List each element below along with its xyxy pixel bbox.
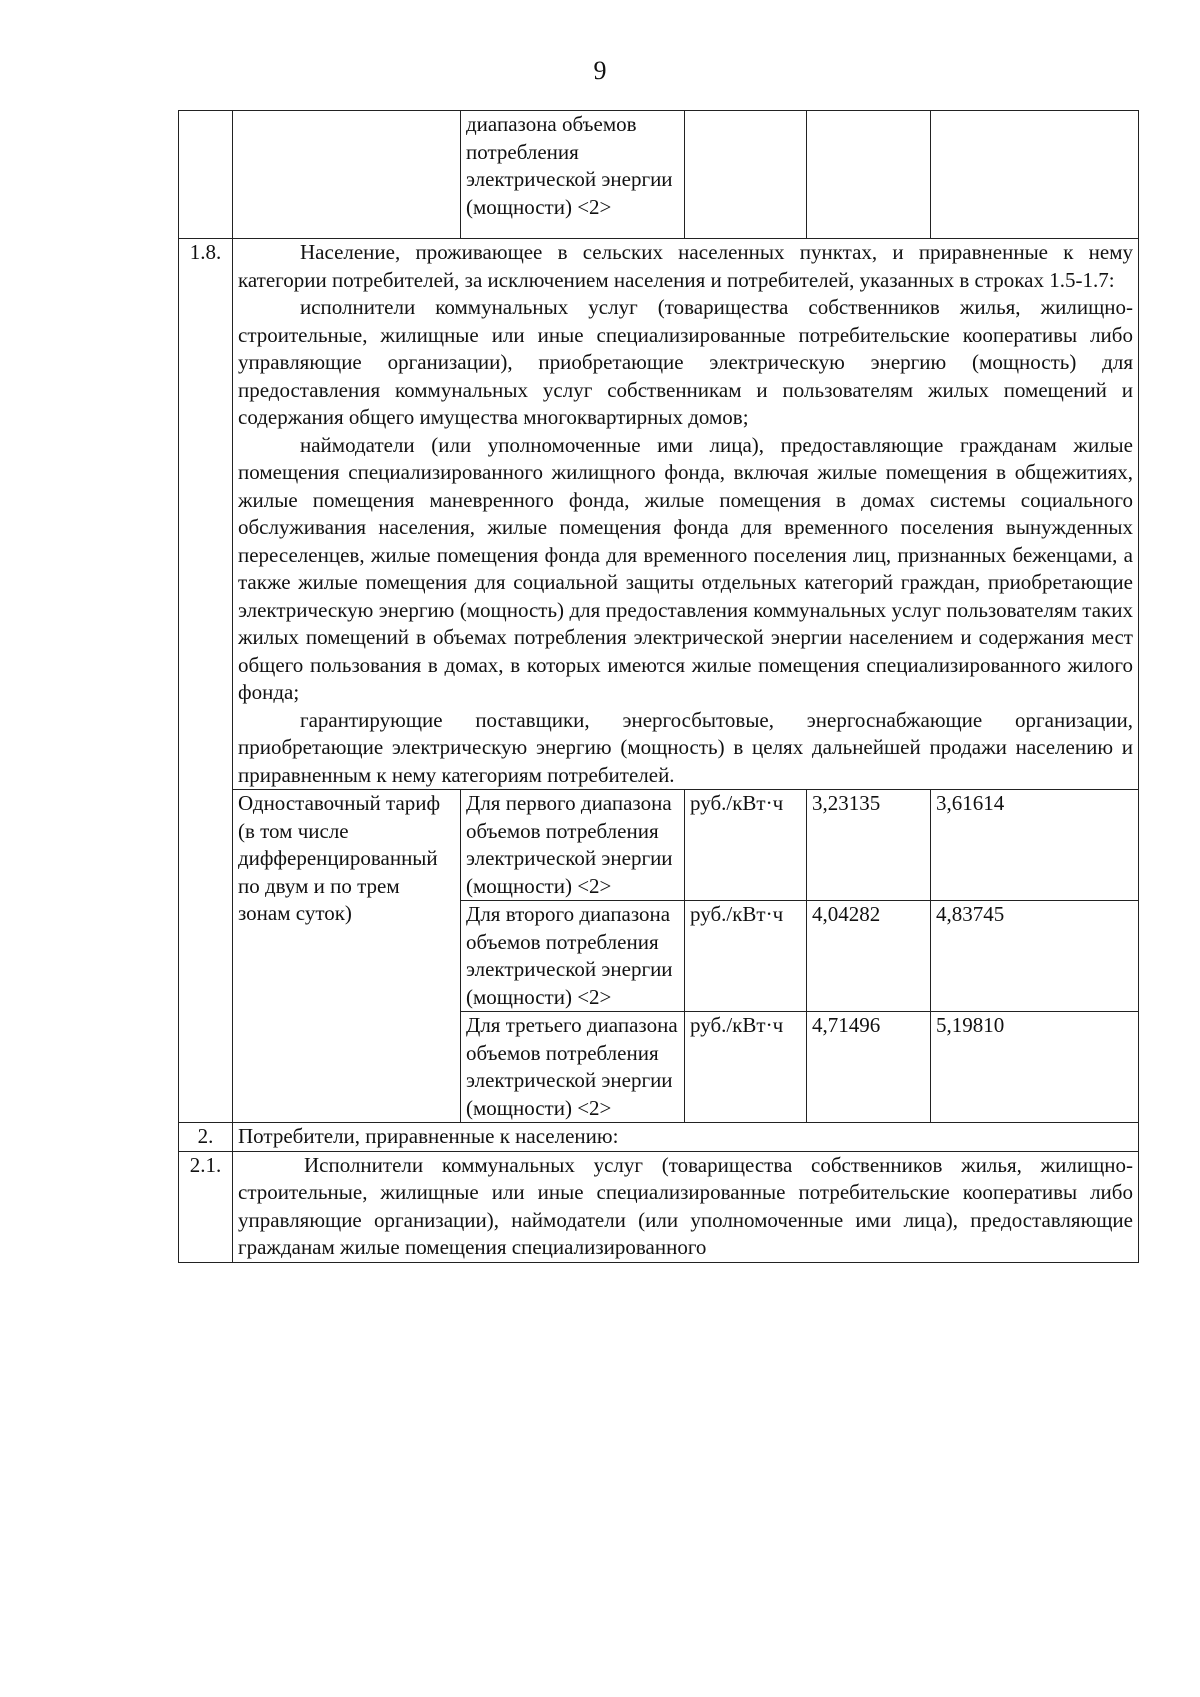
value-2-cell: 5,19810 xyxy=(931,1012,1139,1123)
continued-range-cell xyxy=(461,111,685,239)
row-1-8-paragraph: наймодатели (или уполномоченные ими лица), предоставляющие гражданам жилые помещения специализированного жилищного фонда, включая жилые помещения в общежитиях, жилые помещения маневренного фонда, жилые помещения в домах системы социального обслуживания населения, жилые помещения фонда для временного поселения вынужденных переселенцев, жилые помещения фонда для временного поселения лиц, признанных беженцами, а также жилые помещения для социальной защиты отдельных категорий граждан, приобретающие электрическую энергию (мощность) для предоставления коммунальных услуг пользователям таких жилых помещений в объемах потребления электрической энергии населением и содержания мест общего пользования в домах, в которых имеются жилые помещения специализированного жилого фонда; xyxy=(238,432,1133,704)
row-1-8-text-cell xyxy=(233,239,1139,790)
continued-value1-cell xyxy=(807,111,931,239)
continued-row xyxy=(179,111,1139,239)
unit-cell: руб./кВт·ч xyxy=(685,1012,807,1123)
value-2-cell: 4,83745 xyxy=(931,901,1139,1012)
row-2 xyxy=(179,1123,1139,1152)
tariff-name: Одноставочный тариф (в том числе дифференцированный по двум и по трем зонам суток) xyxy=(238,791,441,925)
continued-num-cell xyxy=(179,111,233,239)
row-1-8-description xyxy=(179,239,1139,790)
row-2-1 xyxy=(179,1151,1139,1262)
row-2-number: 2. xyxy=(179,1123,233,1152)
value-2-cell: 3,61614 xyxy=(931,790,1139,901)
row-2-text: Потребители, приравненные к населению: xyxy=(233,1123,1139,1152)
row-2-1-number: 2.1. xyxy=(179,1151,233,1262)
continued-unit-cell xyxy=(685,111,807,239)
range-label-cell xyxy=(461,790,685,901)
value-1-cell: 3,23135 xyxy=(807,790,931,901)
row-2-1-text-cell xyxy=(233,1151,1139,1262)
unit-cell: руб./кВт·ч xyxy=(685,901,807,1012)
row-1-8-paragraph: Население, проживающее в сельских населенных пунктах, и приравненные к нему категории потребителей, за исключением населения и потребителей, указанных в строках 1.5-1.7: xyxy=(238,240,1133,292)
page-number: 9 xyxy=(593,56,607,85)
tariff-table xyxy=(178,110,1139,1263)
unit-cell: руб./кВт·ч xyxy=(685,790,807,901)
range-label: Для третьего диапазона объемов потребления электрической энергии (мощности) <2> xyxy=(466,1013,678,1120)
range-label-cell xyxy=(461,901,685,1012)
continued-name-cell xyxy=(233,111,461,239)
range-label: Для второго диапазона объемов потребления электрической энергии (мощности) <2> xyxy=(466,902,673,1009)
row-1-8-paragraph: гарантирующие поставщики, энергосбытовые, энергоснабжающие организации, приобретающие электрическую энергию (мощность) в целях дальнейшей продажи населению и приравненным к нему категориям потребителей. xyxy=(238,707,1133,787)
value-1-cell: 4,71496 xyxy=(807,1012,931,1123)
continued-range-text: диапазона объемов потребления электрической энергии (мощности) <2> xyxy=(466,112,673,219)
tariff-name-cell xyxy=(233,790,461,1123)
row-2-1-paragraph: Исполнители коммунальных услуг (товарищества собственников жилья, жилищно-строительные, жилищные или иные специализированные потребительские кооперативы либо управляющие организации), наймодатели (или уполномоченные ими лица), предоставляющие гражданам жилые помещения специализированного xyxy=(238,1152,1133,1259)
value-1-cell: 4,04282 xyxy=(807,901,931,1012)
range-label: Для первого диапазона объемов потребления электрической энергии (мощности) <2> xyxy=(466,791,673,898)
range-label-cell xyxy=(461,1012,685,1123)
row-1-8-number: 1.8. xyxy=(179,239,233,1123)
row-1-8-paragraph: исполнители коммунальных услуг (товарищества собственников жилья, жилищно-строительные, жилищные или иные специализированные потребительские кооперативы либо управляющие организации), приобретающие электрическую энергию (мощность) для предоставления коммунальных услуг собственникам и пользователям жилых помещений и содержания общего имущества многоквартирных домов; xyxy=(238,295,1133,429)
tariff-range-row xyxy=(179,790,1139,901)
continued-value2-cell xyxy=(931,111,1139,239)
